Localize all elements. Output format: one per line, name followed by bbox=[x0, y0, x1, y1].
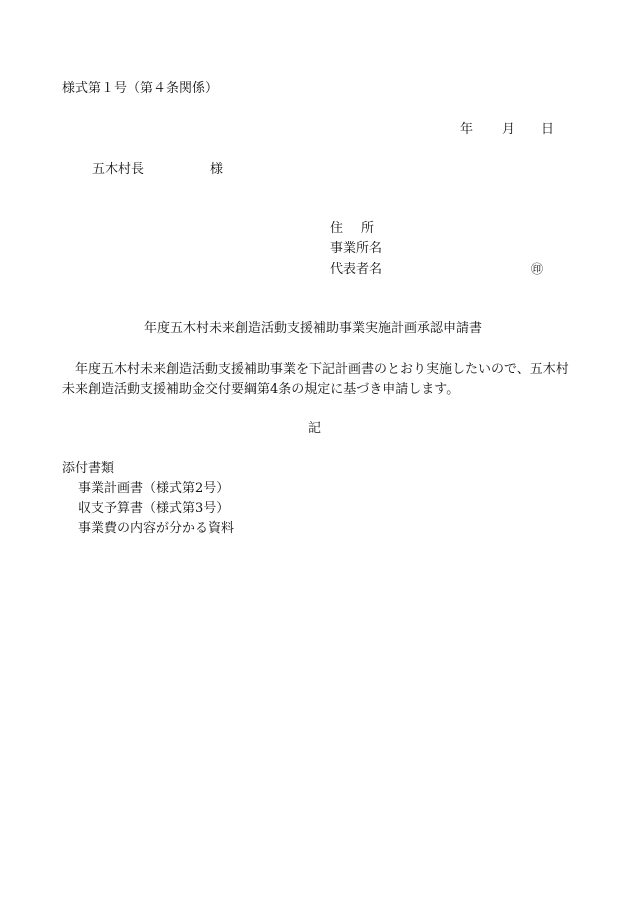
addressee-honorific: 様 bbox=[210, 162, 224, 177]
date-year-label: 年 bbox=[460, 122, 474, 137]
attachment-item: 収支予算書（様式第3号） bbox=[78, 501, 230, 516]
date-day-label: 日 bbox=[541, 122, 555, 137]
attachments-heading: 添付書類 bbox=[62, 461, 115, 476]
business-name-label: 事業所名 bbox=[330, 241, 383, 256]
attachment-item: 事業計画書（様式第2号） bbox=[78, 481, 230, 496]
body-paragraph: 年度五木村未来創造活動支援補助事業を下記計画書のとおり実施したいので、五木村未来創造活動支援補助金交付要綱第4条の規定に基づき申請します。 bbox=[62, 362, 569, 397]
document-title: 年度五木村未来創造活動支援補助事業実施計画承認申請書 bbox=[144, 321, 483, 336]
representative-label: 代表者名 bbox=[330, 262, 383, 277]
seal-icon: ㊞ bbox=[531, 262, 544, 276]
addressee-name: 五木村長 bbox=[92, 162, 145, 177]
date-month-label: 月 bbox=[502, 122, 516, 137]
ki-marker: 記 bbox=[308, 421, 322, 436]
address-label: 住所 bbox=[330, 221, 393, 236]
form-number: 様式第１号（第４条関係） bbox=[62, 81, 219, 96]
attachment-item: 事業費の内容が分かる資料 bbox=[78, 521, 235, 536]
